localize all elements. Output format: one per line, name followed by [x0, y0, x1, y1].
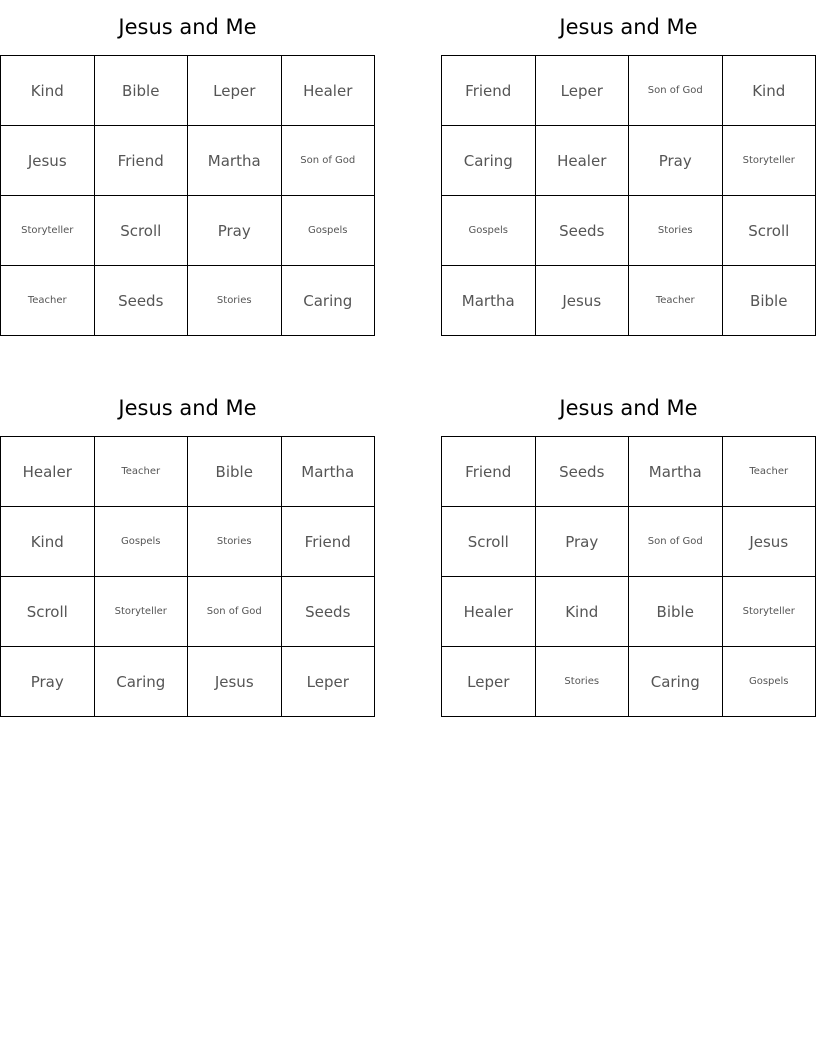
grid-cell: Seeds	[94, 266, 188, 336]
bingo-grid	[441, 55, 816, 336]
grid-cell: Stories	[535, 647, 629, 717]
grid-cell: Seeds	[281, 577, 375, 647]
grid-cell: Pray	[629, 126, 723, 196]
grid-cell: Friend	[94, 126, 188, 196]
grid-cell: Scroll	[94, 196, 188, 266]
card-title: Jesus and Me	[118, 15, 257, 39]
grid-row	[442, 266, 816, 336]
grid-cell: Leper	[442, 647, 536, 717]
bingo-card	[0, 0, 375, 336]
grid-cell: Jesus	[535, 266, 629, 336]
grid-cell: Scroll	[1, 577, 95, 647]
card-title: Jesus and Me	[559, 15, 698, 39]
bingo-card	[0, 381, 375, 717]
grid-cell: Healer	[535, 126, 629, 196]
grid-cell: Healer	[442, 577, 536, 647]
grid-cell: Friend	[281, 507, 375, 577]
card-title: Jesus and Me	[559, 396, 698, 420]
grid-row	[442, 437, 816, 507]
grid-cell: Storyteller	[722, 126, 816, 196]
grid-cell: Storyteller	[94, 577, 188, 647]
grid-cell: Jesus	[188, 647, 282, 717]
bingo-card	[441, 381, 816, 717]
bingo-grid	[0, 55, 375, 336]
grid-cell: Teacher	[1, 266, 95, 336]
grid-cell: Gospels	[94, 507, 188, 577]
grid-cell: Pray	[188, 196, 282, 266]
grid-cell: Stories	[188, 266, 282, 336]
grid-cell: Storyteller	[722, 577, 816, 647]
grid-cell: Kind	[722, 56, 816, 126]
grid-cell: Pray	[1, 647, 95, 717]
grid-cell: Teacher	[629, 266, 723, 336]
grid-row	[1, 507, 375, 577]
grid-cell: Seeds	[535, 437, 629, 507]
grid-row	[442, 577, 816, 647]
grid-cell: Jesus	[722, 507, 816, 577]
grid-cell: Caring	[94, 647, 188, 717]
grid-cell: Jesus	[1, 126, 95, 196]
grid-row	[1, 266, 375, 336]
grid-cell: Healer	[281, 56, 375, 126]
grid-cell: Teacher	[722, 437, 816, 507]
grid-cell: Seeds	[535, 196, 629, 266]
grid-row	[1, 647, 375, 717]
grid-cell: Caring	[281, 266, 375, 336]
grid-row	[1, 437, 375, 507]
grid-row	[442, 647, 816, 717]
grid-cell: Gospels	[281, 196, 375, 266]
grid-cell: Caring	[629, 647, 723, 717]
grid-cell: Gospels	[722, 647, 816, 717]
grid-cell: Storyteller	[1, 196, 95, 266]
grid-cell: Kind	[1, 56, 95, 126]
grid-cell: Friend	[442, 437, 536, 507]
grid-cell: Bible	[94, 56, 188, 126]
grid-row	[1, 56, 375, 126]
grid-cell: Bible	[722, 266, 816, 336]
grid-cell: Son of God	[188, 577, 282, 647]
grid-cell: Martha	[442, 266, 536, 336]
grid-cell: Kind	[535, 577, 629, 647]
bingo-grid	[441, 436, 816, 717]
grid-cell: Leper	[535, 56, 629, 126]
grid-cell: Martha	[281, 437, 375, 507]
grid-cell: Teacher	[94, 437, 188, 507]
bingo-card	[441, 0, 816, 336]
grid-row	[442, 126, 816, 196]
grid-cell: Pray	[535, 507, 629, 577]
grid-cell: Son of God	[629, 507, 723, 577]
grid-cell: Bible	[629, 577, 723, 647]
grid-cell: Healer	[1, 437, 95, 507]
grid-row	[1, 126, 375, 196]
grid-cell: Leper	[281, 647, 375, 717]
grid-cell: Stories	[629, 196, 723, 266]
grid-cell: Martha	[188, 126, 282, 196]
bingo-grid	[0, 436, 375, 717]
grid-row	[442, 196, 816, 266]
grid-row	[442, 507, 816, 577]
grid-cell: Kind	[1, 507, 95, 577]
grid-row	[1, 577, 375, 647]
grid-cell: Scroll	[722, 196, 816, 266]
grid-cell: Caring	[442, 126, 536, 196]
grid-cell: Martha	[629, 437, 723, 507]
grid-cell: Gospels	[442, 196, 536, 266]
grid-cell: Son of God	[281, 126, 375, 196]
grid-cell: Bible	[188, 437, 282, 507]
grid-row	[1, 196, 375, 266]
grid-cell: Son of God	[629, 56, 723, 126]
grid-row	[442, 56, 816, 126]
grid-cell: Friend	[442, 56, 536, 126]
grid-cell: Stories	[188, 507, 282, 577]
grid-cell: Leper	[188, 56, 282, 126]
grid-cell: Scroll	[442, 507, 536, 577]
card-title: Jesus and Me	[118, 396, 257, 420]
